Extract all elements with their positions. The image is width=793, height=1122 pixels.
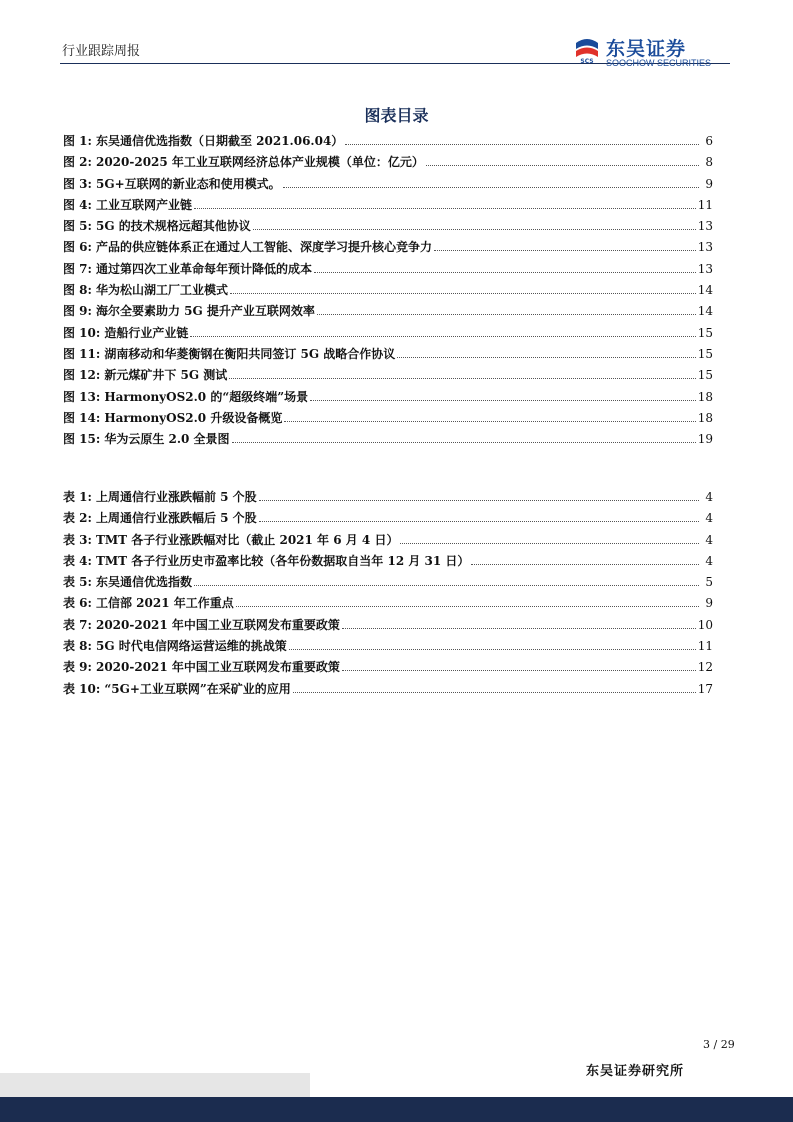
entry-text: 造船行业产业链 <box>104 325 189 340</box>
leader-dots <box>400 542 699 544</box>
figure-entry[interactable] <box>63 153 713 174</box>
entry-page: 19 <box>697 432 713 447</box>
footer-navy-bar <box>0 1097 793 1122</box>
entry-text: 湖南移动和华菱衡钢在衡阳共同签订 5G 战略合作协议 <box>104 346 396 361</box>
entry-page: 11 <box>697 197 713 212</box>
entry-label: 图 1: <box>63 134 92 148</box>
entry-label: 表 10: <box>63 681 101 696</box>
figure-entry[interactable] <box>63 260 713 281</box>
logo-mark-text: SCS <box>580 58 594 64</box>
entry-page: 13 <box>697 219 713 234</box>
entry-label: 图 6: <box>63 240 92 255</box>
figure-entry[interactable] <box>63 388 713 409</box>
entry-page: 18 <box>697 389 713 404</box>
entry-label: 表 9: <box>63 660 92 675</box>
leader-dots <box>236 605 699 607</box>
leader-dots <box>342 627 696 629</box>
entry-text: 东吴通信优选指数 <box>95 575 192 590</box>
table-entry[interactable] <box>63 680 713 701</box>
logo-cn-text: 东吴证券 <box>606 38 687 60</box>
entry-label: 表 7: <box>63 617 92 632</box>
entry-page: 17 <box>697 681 713 696</box>
leader-dots <box>342 669 696 671</box>
table-entry[interactable] <box>63 594 713 615</box>
figure-entry[interactable] <box>63 366 713 387</box>
leader-dots <box>232 441 696 443</box>
footer-company: 东吴证券研究所 <box>586 1064 685 1079</box>
entry-label: 图 14: <box>63 410 101 425</box>
figure-entry[interactable] <box>63 238 713 259</box>
leader-dots <box>230 292 696 294</box>
leader-dots <box>259 499 699 501</box>
leader-dots <box>293 691 696 693</box>
leader-dots <box>289 648 696 650</box>
entry-label: 图 12: <box>63 368 101 383</box>
entry-page: 14 <box>697 304 713 319</box>
entry-label: 图 11: <box>63 346 101 361</box>
entry-text: 东吴通信优选指数（日期截至 2021.06.04） <box>95 134 344 148</box>
entry-label: 表 4: <box>63 553 92 568</box>
entry-label: 图 8: <box>63 283 92 298</box>
entry-text: 2020-2025 年工业互联网经济总体产业规模（单位：亿元） <box>95 155 424 170</box>
entry-text: 海尔全要素助力 5G 提升产业互联网效率 <box>95 304 315 319</box>
entry-label: 图 3: <box>63 176 92 191</box>
leader-dots <box>426 164 699 166</box>
figure-entry[interactable] <box>63 324 713 345</box>
entry-page: 13 <box>697 240 713 255</box>
entry-text: 新元煤矿井下 5G 测试 <box>104 368 228 383</box>
figure-entry[interactable] <box>63 196 713 217</box>
table-entry[interactable] <box>63 637 713 658</box>
entry-label: 图 10: <box>63 325 101 340</box>
entry-label: 图 7: <box>63 261 92 276</box>
figure-entry[interactable] <box>63 345 713 366</box>
table-entry[interactable] <box>63 658 713 679</box>
header-title: 行业跟踪周报 <box>62 44 141 59</box>
entry-page: 15 <box>697 325 713 340</box>
table-entry[interactable] <box>63 488 713 509</box>
entry-label: 图 15: <box>63 432 101 447</box>
entry-page: 15 <box>697 368 713 383</box>
entry-text: 产品的供应链体系正在通过人工智能、深度学习提升核心竞争力 <box>95 240 432 255</box>
figure-entry[interactable] <box>63 281 713 302</box>
entry-page: 14 <box>697 283 713 298</box>
entry-page: 10 <box>697 617 713 632</box>
entry-text: 5G+互联网的新业态和使用模式。 <box>95 176 281 191</box>
leader-dots <box>283 186 699 188</box>
figure-list <box>63 132 713 451</box>
entry-label: 表 3: <box>63 532 92 547</box>
figure-entry[interactable] <box>63 175 713 196</box>
entry-text: TMT 各子行业涨跌幅对比（截止 2021 年 6 月 4 日） <box>95 532 399 547</box>
leader-dots <box>253 228 696 230</box>
table-entry[interactable] <box>63 531 713 552</box>
entry-label: 图 5: <box>63 219 92 234</box>
leader-dots <box>345 143 699 145</box>
figure-entry[interactable] <box>63 132 713 153</box>
figure-entry[interactable] <box>63 217 713 238</box>
leader-dots <box>229 377 695 379</box>
entry-label: 图 9: <box>63 304 92 319</box>
toc-title: 图表目录 <box>364 106 429 125</box>
entry-page: 9 <box>705 596 713 611</box>
entry-page: 11 <box>697 639 713 654</box>
entry-text: TMT 各子行业历史市盈率比较（各年份数据取自当年 12 月 31 日） <box>95 553 470 568</box>
entry-page: 18 <box>697 410 713 425</box>
entry-label: 表 8: <box>63 639 92 654</box>
entry-text: 华为云原生 2.0 全景图 <box>104 432 230 447</box>
table-list <box>63 488 713 701</box>
entry-text: 上周通信行业涨跌幅后 5 个股 <box>95 511 257 526</box>
table-entry[interactable] <box>63 509 713 530</box>
entry-text: 5G 的技术规格远超其他协议 <box>95 219 251 234</box>
entry-page: 15 <box>697 346 713 361</box>
leader-dots <box>259 520 699 522</box>
entry-text: 工信部 2021 年工作重点 <box>95 596 234 611</box>
leader-dots <box>194 584 699 586</box>
leader-dots <box>310 399 696 401</box>
leader-dots <box>317 313 696 315</box>
entry-page: 4 <box>705 511 713 526</box>
entry-text: 5G 时代电信网络运营运维的挑战策 <box>95 639 287 654</box>
footer-gray-bar <box>0 1073 310 1097</box>
leader-dots <box>471 563 699 565</box>
entry-label: 图 13: <box>63 389 101 404</box>
leader-dots <box>397 356 695 358</box>
leader-dots <box>314 271 696 273</box>
figure-entry[interactable] <box>63 409 713 430</box>
entry-text: 通过第四次工业革命每年预计降低的成本 <box>95 261 312 276</box>
entry-text: HarmonyOS2.0 升级设备概览 <box>104 410 283 425</box>
logo-mark-icon <box>572 34 602 64</box>
leader-dots <box>190 335 695 337</box>
entry-text: 上周通信行业涨跌幅前 5 个股 <box>95 490 257 504</box>
logo-en-text: SOOCHOW SECURITIES <box>606 58 712 68</box>
leader-dots <box>284 420 695 422</box>
entry-text: 2020-2021 年中国工业互联网发布重要政策 <box>95 660 340 675</box>
table-entry[interactable] <box>63 573 713 594</box>
entry-page: 8 <box>705 155 713 170</box>
leader-dots <box>434 249 696 251</box>
entry-text: HarmonyOS2.0 的“超级终端”场景 <box>104 389 309 404</box>
entry-page: 4 <box>705 490 713 504</box>
page-number: 3 / 29 <box>703 1038 735 1051</box>
entry-page: 9 <box>705 176 713 191</box>
figure-entry[interactable] <box>63 302 713 323</box>
entry-label: 表 2: <box>63 511 92 526</box>
entry-label: 表 1: <box>63 490 92 504</box>
entry-text: 华为松山湖工厂工业模式 <box>95 283 228 298</box>
entry-page: 12 <box>697 660 713 675</box>
entry-label: 图 2: <box>63 155 92 170</box>
entry-text: 2020-2021 年中国工业互联网发布重要政策 <box>95 617 340 632</box>
entry-page: 5 <box>705 575 713 590</box>
table-entry[interactable] <box>63 616 713 637</box>
company-logo <box>572 34 732 70</box>
entry-label: 图 4: <box>63 197 92 212</box>
entry-text: “5G+工业互联网”在采矿业的应用 <box>104 681 291 696</box>
figure-entry[interactable] <box>63 430 713 451</box>
entry-label: 表 6: <box>63 596 92 611</box>
entry-page: 6 <box>705 134 713 148</box>
entry-page: 13 <box>697 261 713 276</box>
leader-dots <box>194 207 696 209</box>
entry-page: 4 <box>705 532 713 547</box>
table-entry[interactable] <box>63 552 713 573</box>
entry-label: 表 5: <box>63 575 92 590</box>
entry-page: 4 <box>705 553 713 568</box>
entry-text: 工业互联网产业链 <box>95 197 192 212</box>
